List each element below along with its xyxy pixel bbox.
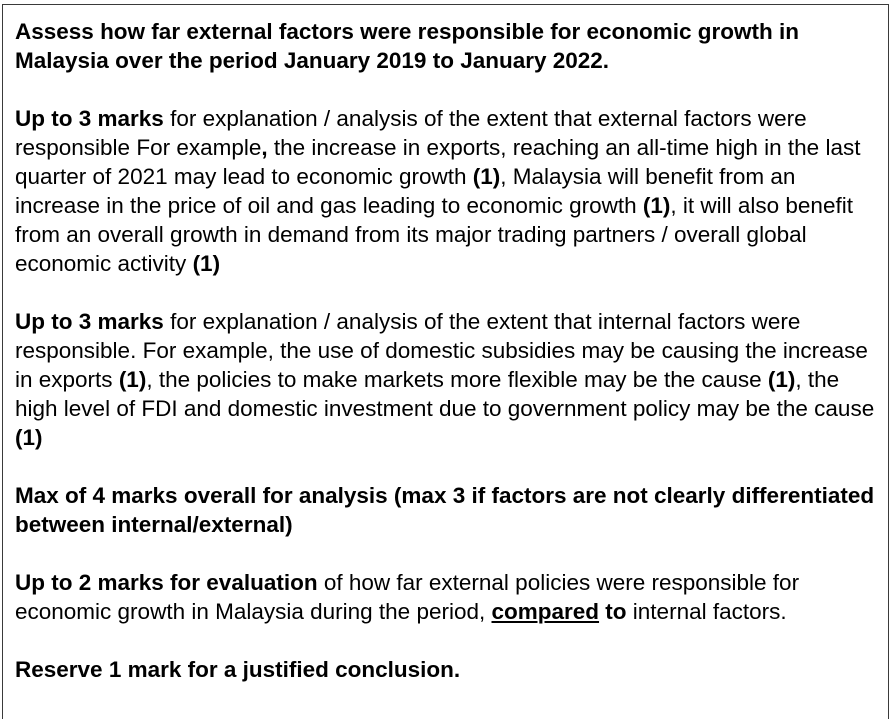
external-comma: , [261,135,268,160]
question-heading: Assess how far external factors were responsible for economic growth in Malaysia over the period January 2019 to January 2022. [15,19,799,73]
compared-emphasis: compared [491,599,600,624]
internal-marks-label: Up to 3 marks [15,309,164,334]
external-factors-paragraph [15,104,878,278]
external-marks-label: Up to 3 marks [15,106,164,131]
internal-text-1: for explanation / analysis of the extent that internal factors were responsible. For example, the use of domestic subsidies may be causing the increase in exports [15,309,868,392]
conclusion-paragraph [15,655,878,684]
max-analysis-paragraph [15,481,878,539]
external-text-1: for explanation / analysis of the extent that external factors were responsible For example [15,106,807,160]
evaluation-paragraph [15,568,878,626]
evaluation-text-2: internal factors. [626,599,787,624]
external-text-4: , it will also benefit from an overall growth in demand from its major trading partners / overall global economic activity [15,193,853,276]
external-text-2: the increase in exports, reaching an all-time high in the last quarter of 2021 may lead to economic growth [15,135,861,189]
external-mark-3: (1) [192,251,221,276]
internal-text-2: , the policies to make markets more flexible may be the cause [146,367,768,392]
evaluation-text-1: of how far external policies were responsible for economic growth in Malaysia during the period, [15,570,800,624]
question-text [15,17,878,75]
max-analysis-text: Max of 4 marks overall for analysis (max 3 if factors are not clearly differentiated between internal/external) [15,483,875,537]
evaluation-marks-label: Up to 2 marks for evaluation [15,570,318,595]
to-emphasis: to [599,599,627,624]
internal-mark-2: (1) [767,367,796,392]
internal-mark-3: (1) [15,425,43,450]
internal-text-3: , the high level of FDI and domestic investment due to government policy may be the cause [15,367,875,421]
mark-scheme-box [2,4,889,719]
external-mark-2: (1) [642,193,671,218]
external-text-3: , Malaysia will benefit from an increase in the price of oil and gas leading to economic growth [15,164,796,218]
conclusion-text: Reserve 1 mark for a justified conclusion. [15,657,461,682]
internal-mark-1: (1) [118,367,147,392]
external-mark-1: (1) [472,164,501,189]
internal-factors-paragraph [15,307,878,452]
